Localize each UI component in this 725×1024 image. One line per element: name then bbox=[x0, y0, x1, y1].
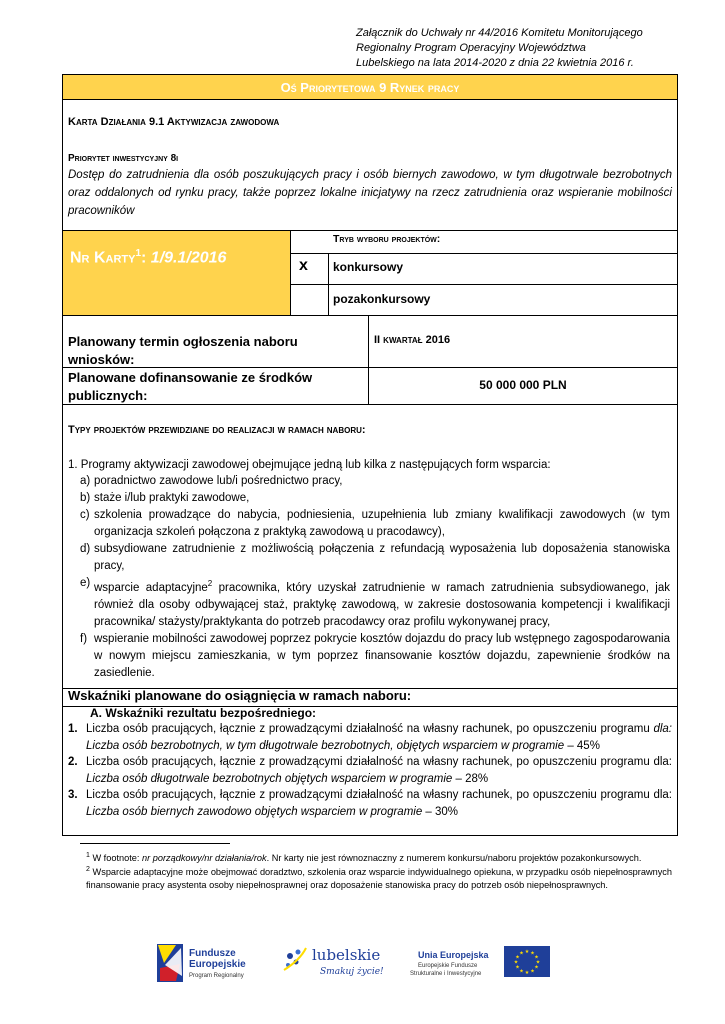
item-text bbox=[94, 575, 670, 631]
indicator-text-start: Liczba osób pracujących, łącznie z prowadzącymi działalność na własny rachunek, po opuszczeniu programu dla: bbox=[86, 756, 672, 768]
item-text: staże i/lub praktyki zawodowe, bbox=[94, 492, 250, 504]
indicator-item bbox=[68, 721, 672, 754]
list-item bbox=[80, 507, 670, 541]
svg-text:★: ★ bbox=[524, 949, 530, 955]
priority-label: Priorytet inwestycyjny 8i bbox=[68, 153, 179, 164]
svg-text:★: ★ bbox=[534, 964, 539, 971]
svg-text:★: ★ bbox=[524, 970, 530, 976]
list-item bbox=[80, 575, 670, 631]
indicator-item bbox=[68, 754, 672, 787]
indicators-title: Wskaźniki planowane do osiągnięcia w ramach naboru: bbox=[68, 688, 412, 703]
header-note-line: Lubelskiego na lata 2014-2020 z dnia 22 kwietnia 2016 r. bbox=[356, 57, 634, 69]
eu-logo bbox=[410, 946, 550, 977]
footnote-text-italic: nr porządkowy/nr działania/rok bbox=[142, 853, 267, 864]
footnote-text-end: . Nr karty nie jest równoznaczny z numerem konkursu/naboru projektów pozakonkursowych. bbox=[266, 853, 642, 864]
plan-funding-label: Planowane dofinansowanie ze środków publicznych: bbox=[68, 370, 313, 403]
footnotes bbox=[86, 850, 672, 891]
card-name: Karta Działania 9.1 Aktywizacja zawodowa bbox=[68, 116, 280, 128]
svg-text:★: ★ bbox=[530, 968, 535, 975]
indicator-number: 2. bbox=[68, 756, 78, 768]
svg-text:★: ★ bbox=[519, 950, 524, 957]
indicator-value: – 45% bbox=[564, 739, 600, 752]
fe-line-2: Europejskie bbox=[189, 959, 246, 970]
indicators-subtitle: A. Wskaźniki rezultatu bezpośredniego: bbox=[90, 706, 317, 720]
item-text-end: pracownika, który uzyskał zatrudnienie w ramach zatrudnienia subsydiowanego, jak również dla osoby odbywającej staż, praktykę zawodową, w zakresie dostosowania kompetencji i kwalifikacji pracownika/ stażysty/praktykanta do potrzeb pracodawcy oraz profilu wykonywanej pracy, bbox=[94, 581, 670, 628]
indicator-text bbox=[86, 754, 672, 787]
header-note-line: Regionalny Program Operacyjny Województwa bbox=[356, 42, 586, 54]
logos-bar bbox=[0, 938, 725, 988]
item-letter: e) bbox=[80, 577, 91, 589]
item-letter: f) bbox=[80, 632, 88, 645]
lubelskie-line-1: lubelskie bbox=[312, 946, 381, 964]
indicator-number: 1. bbox=[68, 723, 78, 735]
selection-mode-label: Tryb wyboru projektów: bbox=[333, 233, 441, 245]
list-item bbox=[80, 490, 670, 507]
indicator-text-start: Liczba osób pracujących, łącznie z prowadzącymi działalność na własny rachunek, po opuszczeniu programu dla: bbox=[86, 789, 672, 801]
indicator-text-italic: Liczba osób biernych zawodowo objętych wsparciem w programie bbox=[86, 805, 423, 818]
svg-text:★: ★ bbox=[513, 959, 519, 966]
item-text: subsydiowane zatrudnienie z możliwością połączenia z refundacją wyposażenia lub doposażenia stanowiska pracy, bbox=[94, 543, 670, 572]
fe-line-1: Fundusze bbox=[189, 948, 236, 959]
indicator-text-italic: Liczba osób długotrwale bezrobotnych objętych wsparciem w programie bbox=[86, 772, 453, 785]
option-noncompetitive: pozakonkursowy bbox=[333, 292, 431, 306]
project-types-list bbox=[80, 473, 670, 682]
card-number-value: 1/9.1/2016 bbox=[150, 249, 227, 267]
svg-text:★: ★ bbox=[519, 968, 524, 975]
svg-text:★: ★ bbox=[530, 950, 535, 957]
card-number: Nr Karty$^1$: 1/9.1/2016 bbox=[70, 248, 227, 267]
svg-text:★: ★ bbox=[535, 959, 541, 966]
priority-axis-title: Oś Priorytetowa 9 Rynek pracy bbox=[62, 74, 678, 100]
footnote-mark: 2 bbox=[86, 866, 90, 874]
fe-line-3: Program Regionalny bbox=[189, 973, 244, 979]
svg-text:★: ★ bbox=[534, 954, 539, 961]
footnote bbox=[86, 850, 672, 864]
project-types-intro: 1. Programy aktywizacji zawodowej obejmujące jedną lub kilka z następujących form wsparcia: bbox=[68, 459, 551, 471]
footnote-text-start: W footnote: bbox=[89, 853, 142, 864]
indicator-number: 3. bbox=[68, 789, 78, 801]
indicator-text-italic: dla: Liczba osób bezrobotnych, w tym długotrwale bezrobotnych, objętych wsparciem w programie bbox=[86, 723, 672, 752]
item-letter: b) bbox=[80, 492, 91, 504]
item-letter: d) bbox=[80, 543, 91, 555]
svg-text:★: ★ bbox=[515, 954, 520, 961]
plan-date-label: Planowany termin ogłoszenia naboru wniosków: bbox=[68, 334, 298, 367]
indicator-item bbox=[68, 787, 672, 820]
item-text: poradnictwo zawodowe lub/i pośrednictwo pracy, bbox=[94, 475, 343, 487]
item-letter: c) bbox=[80, 509, 90, 521]
indicator-text bbox=[86, 787, 672, 820]
footnote-ref: 1 bbox=[135, 248, 142, 259]
item-letter: a) bbox=[80, 475, 91, 487]
header-note bbox=[356, 26, 686, 71]
list-item bbox=[80, 473, 670, 490]
plan-funding-value: 50 000 000 PLN bbox=[479, 378, 567, 392]
indicator-text-start: Liczba osób pracujących, łącznie z prowadzącymi działalność na własny rachunek, po opuszczeniu programu bbox=[86, 723, 654, 735]
indicator-text bbox=[86, 721, 672, 754]
lubelskie-line-2: Smakuj życie! bbox=[320, 967, 384, 977]
item-text: szkolenia prowadzące do nabycia, podniesienia, uzupełnienia lub zmiany kwalifikacji zawodowych (w tym organizacja szkoleń połączona z praktyką zawodową u pracodawcy), bbox=[94, 509, 670, 538]
footnote-divider bbox=[80, 843, 230, 844]
ue-line-3: Strukturalne i Inwestycyjne bbox=[410, 971, 482, 977]
card-number-label: Nr Karty bbox=[70, 249, 136, 267]
project-types-title: Typy projektów przewidziane do realizacji w ramach naboru: bbox=[68, 424, 366, 436]
footnote-ref: 2 bbox=[207, 579, 213, 588]
svg-text:★: ★ bbox=[515, 964, 520, 971]
ue-line-1: Unia Europejska bbox=[418, 950, 489, 960]
plan-date-value: II kwartał 2016 bbox=[374, 334, 451, 346]
footnote-text: Wsparcie adaptacyjne może obejmować doradztwo, szkolenia oraz wsparcie indywidualnego opiekuna, w przypadku osób niepełnosprawnych finansowanie pracy asystenta osoby niepełnosprawnej oraz doposażenie stanowiska pracy do potrzeb osób niepełnosprawnych. bbox=[86, 867, 672, 890]
indicator-value: – 28% bbox=[452, 772, 489, 785]
indicator-value: – 30% bbox=[422, 805, 459, 818]
footnote bbox=[86, 864, 672, 891]
card-number-cell bbox=[62, 230, 291, 316]
option-competitive: konkursowy bbox=[333, 260, 404, 274]
list-item bbox=[80, 631, 670, 682]
footnote-mark: 1 bbox=[86, 852, 90, 859]
header-note-line: Załącznik do Uchwały nr 44/2016 Komitetu Monitorującego bbox=[356, 27, 643, 39]
priority-text: Dostęp do zatrudnienia dla osób poszukujących pracy i osób biernych zawodowo, w tym długotrwale bezrobotnych oraz oddalonych od rynku pracy, także poprzez lokalne inicjatywy na rzecz zatrudnienia oraz wspieranie mobilności pracowników bbox=[68, 169, 672, 217]
ue-line-2: Europejskie Fundusze bbox=[418, 963, 478, 969]
item-text: wspieranie mobilności zawodowej poprzez pokrycie kosztów dojazdu do pracy lub wstępnego zagospodarowania w nowym miejscu zamieszkania, w tym poprzez finansowanie kosztów dojazdu, zapewnienie środków na zasiedlenie. bbox=[94, 632, 670, 679]
indicators-list bbox=[68, 721, 672, 820]
list-item bbox=[80, 541, 670, 575]
lubelskie-logo bbox=[284, 946, 384, 977]
item-text-start: wsparcie adaptacyjne bbox=[94, 581, 208, 594]
fundusze-europejskie-logo bbox=[157, 944, 246, 982]
selected-mark: x bbox=[299, 257, 308, 274]
